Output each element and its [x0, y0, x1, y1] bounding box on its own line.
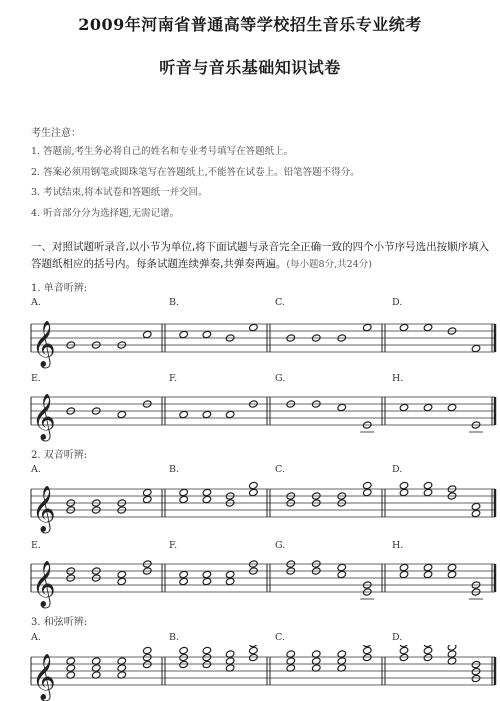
option-label: C. [275, 297, 285, 308]
note-head [249, 488, 259, 496]
note-head [447, 403, 457, 411]
note-head [202, 646, 212, 654]
note-item: 1. 答题前,考生务必将自己的姓名和专业考号填写在答题纸上。 [31, 146, 294, 157]
section-label-double: 2. 双音听辨: [31, 450, 88, 461]
note-head [225, 570, 235, 578]
option-label: H. [392, 373, 404, 384]
note-head [117, 577, 127, 585]
question-1-score: (每小题8分,共24分) [286, 259, 372, 270]
note-head [362, 323, 372, 331]
note-head [249, 646, 259, 654]
note-head [423, 646, 433, 654]
option-label: C. [275, 464, 285, 475]
note-head [225, 577, 235, 585]
note-item: 2. 答案必须用钢笔或圆珠笔写在答题纸上,不能答在试卷上。铅笔答题不得分。 [31, 167, 360, 178]
note-head [202, 330, 212, 338]
option-label: B. [169, 632, 180, 643]
note-head [179, 570, 189, 578]
note-head [362, 653, 372, 661]
option-label: B. [169, 464, 180, 475]
note-head [362, 488, 372, 496]
question-1-text: 一、对照试题听录音,以小节为单位,将下面试题与录音完全正确一致的四个小节序号选出按顺序填入答题纸相应的括号内。每条试题连续弹奏,共弹奏两遍。 [31, 241, 490, 270]
note-head [399, 323, 409, 331]
option-label: E. [31, 373, 41, 384]
note-head [179, 646, 189, 654]
note-head [202, 410, 212, 418]
option-label: D. [392, 464, 403, 475]
note-head [142, 495, 152, 503]
exam-subtitle: 听音与音乐基础知识试卷 [159, 58, 341, 77]
note-head [337, 570, 347, 578]
option-label: D. [392, 297, 403, 308]
note-head [249, 653, 259, 661]
treble-clef-icon: 𝄞 [32, 654, 56, 700]
note-head [142, 660, 152, 668]
music-staff [0, 477, 500, 537]
note-head [179, 330, 189, 338]
option-label: D. [392, 632, 403, 643]
note-head [142, 653, 152, 661]
note-head [225, 410, 235, 418]
note-head [142, 646, 152, 654]
option-label: E. [31, 540, 41, 551]
note-head [249, 323, 259, 331]
note-head [471, 667, 481, 675]
question-1 [31, 239, 496, 273]
note-head [423, 570, 433, 578]
note-item: 3. 考试结束,将本试卷和答题纸一并交回。 [31, 187, 208, 198]
note-head [447, 570, 457, 578]
note-head [337, 563, 347, 571]
option-label: F. [169, 540, 178, 551]
option-label: B. [169, 297, 180, 308]
note-head [249, 481, 259, 489]
option-label: G. [275, 540, 286, 551]
note-head [337, 403, 347, 411]
section-label-chord: 3. 和弦听辨: [31, 617, 88, 628]
note-head [423, 488, 433, 496]
note-head [471, 502, 481, 510]
treble-clef-icon: 𝄞 [32, 321, 56, 367]
music-staff [0, 312, 500, 372]
note-head [423, 323, 433, 331]
music-staff [0, 385, 500, 445]
note-head [202, 577, 212, 585]
note-head [142, 488, 152, 496]
notes-heading: 考生注意： [31, 128, 81, 139]
option-label: A. [31, 464, 41, 475]
note-head [179, 495, 189, 503]
note-head [399, 563, 409, 571]
option-label: C. [275, 632, 285, 643]
note-head [423, 653, 433, 661]
note-head [202, 653, 212, 661]
note-head [202, 495, 212, 503]
note-head [399, 481, 409, 489]
note-head [117, 570, 127, 578]
note-head [179, 653, 189, 661]
note-head [447, 645, 457, 651]
treble-clef-icon: 𝄞 [32, 561, 56, 607]
note-head [179, 488, 189, 496]
note-head [447, 563, 457, 571]
note-head [471, 344, 481, 352]
music-staff [0, 552, 500, 612]
note-head [202, 488, 212, 496]
note-head [471, 509, 481, 517]
note-head [202, 570, 212, 578]
note-head [471, 674, 481, 682]
note-head [423, 403, 433, 411]
note-head [423, 481, 433, 489]
music-staff [0, 645, 500, 701]
option-label: A. [31, 297, 41, 308]
treble-clef-icon: 𝄞 [32, 486, 56, 532]
note-head [399, 403, 409, 411]
note-head [362, 481, 372, 489]
option-label: A. [31, 632, 41, 643]
note-head [423, 563, 433, 571]
note-head [117, 410, 127, 418]
note-head [399, 653, 409, 661]
note-head [399, 488, 409, 496]
option-label: G. [275, 373, 286, 384]
note-head [179, 577, 189, 585]
note-head [179, 410, 189, 418]
treble-clef-icon: 𝄞 [32, 394, 56, 440]
note-head [362, 646, 372, 654]
option-label: H. [392, 540, 404, 551]
section-label-single: 1. 单音听辨: [31, 283, 88, 294]
note-item: 4. 听音部分分为选择题,无需记谱。 [31, 208, 180, 219]
exam-title: 2009年河南省普通高等学校招生音乐专业统考 [78, 15, 422, 34]
note-head [399, 646, 409, 654]
note-head [399, 570, 409, 578]
note-head [142, 330, 152, 338]
option-label: F. [169, 373, 178, 384]
note-head [471, 660, 481, 668]
note-head [179, 660, 189, 668]
note-head [202, 660, 212, 668]
